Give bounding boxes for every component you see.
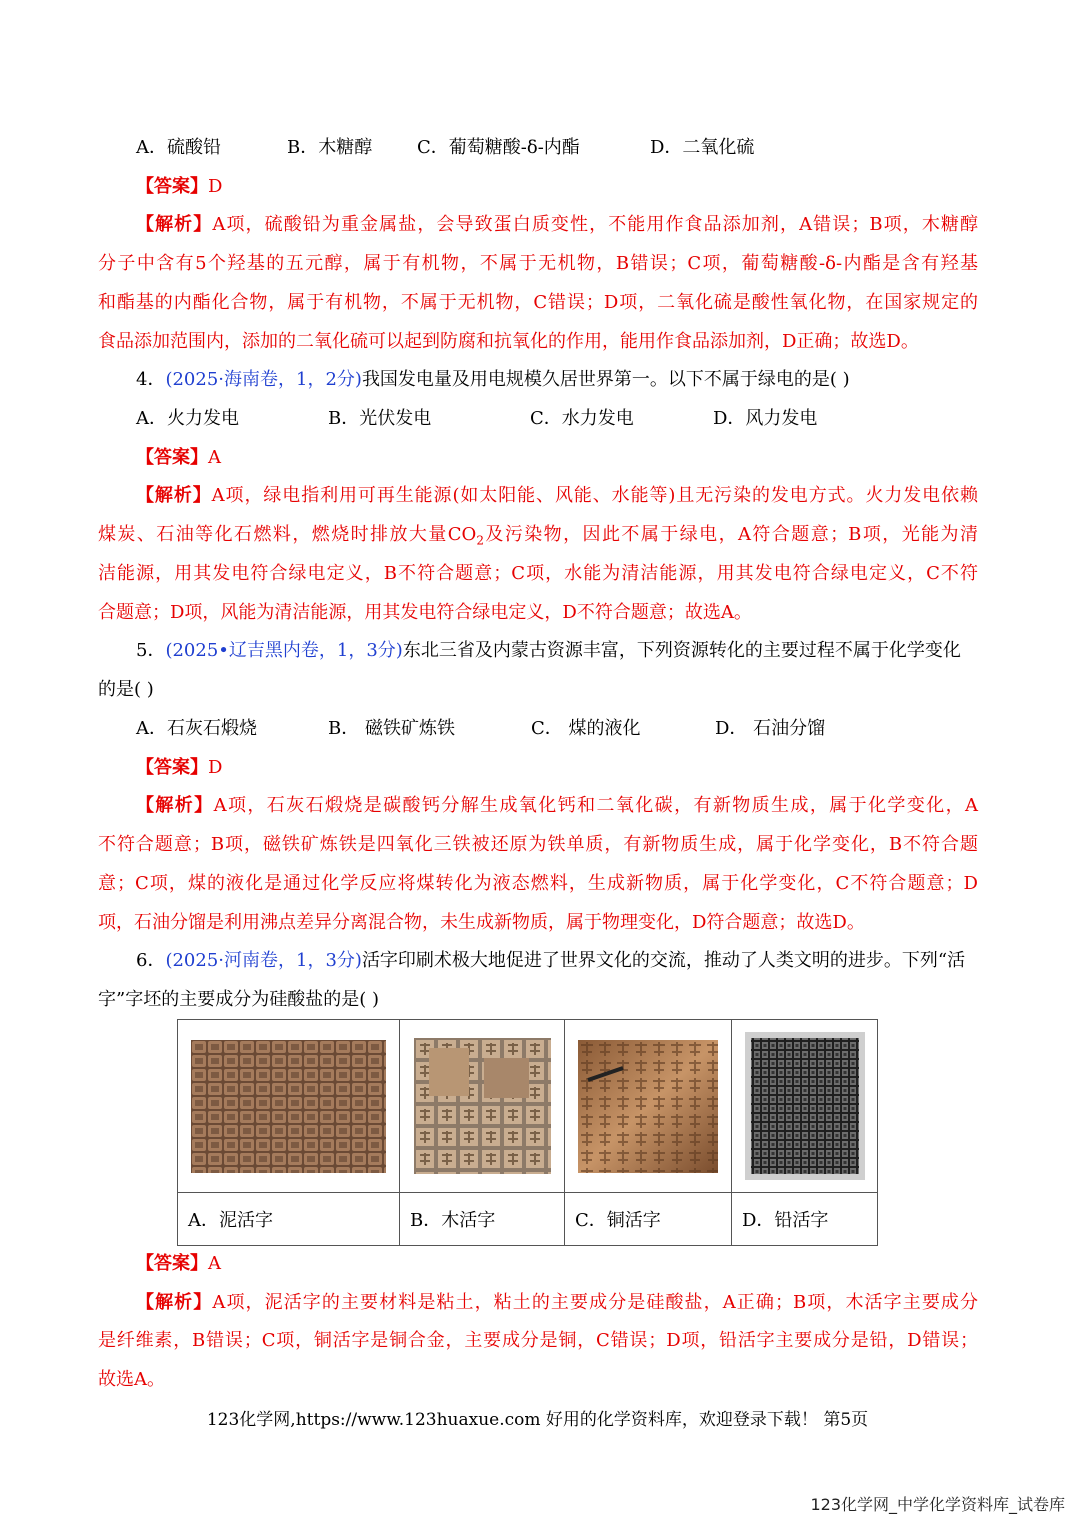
question-number: 5． [136, 640, 166, 661]
caption-cell: B．木活字 [400, 1193, 565, 1246]
q3-explanation-line: 分子中含有5个羟基的五元醇，属于有机物，不属于无机物，B错误；C项，葡萄糖酸-δ-内酯是含有羟基 [98, 253, 978, 274]
answer-value: D [208, 176, 223, 197]
q3-options [136, 136, 978, 160]
explanation-tag: 【解析】 [136, 795, 214, 816]
image-cell [178, 1020, 400, 1193]
question-source: (2025·河南卷，1，3分) [165, 950, 362, 971]
q3-option-a: A．硫酸铅 [136, 137, 221, 158]
question-source: (2025•辽吉黑内卷，1，3分) [165, 640, 403, 661]
q5-answer [136, 756, 978, 780]
watermark: 123化学网_中学化学资料库_试卷库 [810, 1495, 1065, 1514]
question-number: 4． [136, 369, 166, 390]
answer-value: A [208, 447, 221, 468]
explanation-text: A项，绿电指利用可再生能源(如太阳能、风能、水能等)且无污染的发电方式。火力发电依赖 [211, 485, 978, 506]
q3-answer [136, 175, 978, 199]
explanation-text: A项，硫酸铅为重金属盐，会导致蛋白质变性，不能用作食品添加剂，A错误；B项，木糖醇 [212, 214, 978, 235]
question-text: 活字印刷术极大地促进了世界文化的交流，推动了人类文明的进步。下列“活 [361, 950, 966, 971]
explanation-tag: 【解析】 [136, 1292, 213, 1313]
q3-explanation-line: 和酯基的内酯化合物，属于有机物，不属于无机物，C错误；D项，二氧化硫是酸性氧化物，在国家规定的 [98, 292, 978, 313]
question-source: (2025·海南卷，1，2分) [165, 369, 362, 390]
q5-option-b: B． 磁铁矿炼铁 [328, 718, 455, 739]
q3-option-b: B．木糖醇 [287, 137, 373, 158]
q5-option-d: D． 石油分馏 [715, 718, 826, 739]
q5-explanation-line: 项，石油分馏是利用沸点差异分离混合物，未生成新物质，属于物理变化，D符合题意；故选D。 [98, 912, 865, 933]
explanation-text: A项，泥活字的主要材料是粘土，粘土的主要成分是硅酸盐，A正确；B项，木活字主要成分 [212, 1292, 978, 1313]
q4-explanation-line [98, 523, 978, 553]
q4-option-c: C．水力发电 [530, 408, 634, 429]
image-cell [732, 1020, 878, 1193]
q6-explanation-line: 故选A。 [98, 1369, 165, 1390]
answer-tag: 【答案】 [136, 176, 208, 197]
type-table [177, 1019, 878, 1246]
caption-cell: D．铅活字 [732, 1193, 878, 1246]
q3-explanation-line [136, 213, 978, 237]
subscript: 2 [476, 533, 484, 548]
q4-explanation-line: 洁能源，用其发电符合绿电定义，B不符合题意；C项，水能为清洁能源，用其发电符合绿电定义，C不符 [98, 563, 978, 584]
q4-answer [136, 446, 978, 470]
caption-cell: A．泥活字 [178, 1193, 400, 1246]
q4-options [136, 407, 978, 431]
question-text: 我国发电量及用电规模久居世界第一。以下不属于绿电的是( ) [361, 369, 850, 390]
q5-stem [136, 639, 978, 663]
explanation-text: 煤炭、石油等化石燃料，燃烧时排放大量CO [98, 524, 477, 545]
copper-type-image [578, 1040, 718, 1173]
q6-answer [136, 1252, 978, 1276]
q6-stem [136, 949, 978, 973]
answer-tag: 【答案】 [136, 447, 208, 468]
clay-type-image [191, 1040, 386, 1173]
q6-explanation-line [136, 1291, 978, 1315]
answer-value: A [208, 1253, 221, 1274]
lead-type-image [745, 1032, 865, 1180]
q4-option-d: D．风力发电 [713, 408, 818, 429]
explanation-text: A项，石灰石煅烧是碳酸钙分解生成氧化钙和二氧化碳，有新物质生成，属于化学变化，A [213, 795, 979, 816]
answer-tag: 【答案】 [136, 757, 208, 778]
image-cell [565, 1020, 732, 1193]
q3-option-d: D．二氧化硫 [650, 137, 755, 158]
q5-explanation-line [136, 794, 978, 818]
image-cell [400, 1020, 565, 1193]
wood-type-image [414, 1038, 551, 1174]
q5-option-a: A．石灰石煅烧 [136, 718, 257, 739]
q4-explanation-line [136, 484, 978, 508]
question-text: 东北三省及内蒙古资源丰富，下列资源转化的主要过程不属于化学变化 [402, 640, 961, 661]
explanation-tag: 【解析】 [136, 214, 213, 235]
q5-explanation-line: 意；C项，煤的液化是通过化学反应将煤转化为液态燃料，生成新物质，属于化学变化，C不符合题意；D [98, 873, 978, 894]
q4-option-b: B．光伏发电 [328, 408, 432, 429]
answer-value: D [208, 757, 223, 778]
q4-option-a: A．火力发电 [136, 408, 239, 429]
q5-explanation-line: 不符合题意；B项，磁铁矿炼铁是四氧化三铁被还原为铁单质，有新物质生成，属于化学变化，B不符合题 [98, 834, 978, 855]
q6-stem-cont: 字”字坯的主要成分为硅酸盐的是( ) [98, 989, 379, 1010]
q5-options [136, 717, 978, 741]
page-footer: 123化学网,https://www.123huaxue.com 好用的化学资料库，欢迎登录下载！ 第5页 [206, 1410, 869, 1430]
q5-stem-cont: 的是( ) [98, 679, 154, 700]
q3-explanation-line: 食品添加范围内，添加的二氧化硫可以起到防腐和抗氧化的作用，能用作食品添加剂，D正确；故选D。 [98, 331, 919, 352]
q6-explanation-line: 是纤维素，B错误；C项，铜活字是铜合金，主要成分是铜，C错误；D项，铅活字主要成分是铅，D错误； [98, 1330, 978, 1351]
q4-stem [136, 368, 978, 392]
explanation-text: 及污染物，因此不属于绿电，A符合题意；B项，光能为清 [483, 524, 978, 545]
explanation-tag: 【解析】 [136, 485, 212, 506]
answer-tag: 【答案】 [136, 1253, 208, 1274]
q4-explanation-line: 合题意；D项，风能为清洁能源，用其发电符合绿电定义，D不符合题意；故选A。 [98, 602, 752, 623]
q3-option-c: C．葡萄糖酸-δ-内酯 [417, 137, 580, 158]
q5-option-c: C． 煤的液化 [531, 718, 641, 739]
caption-cell: C．铜活字 [565, 1193, 732, 1246]
question-number: 6． [136, 950, 166, 971]
